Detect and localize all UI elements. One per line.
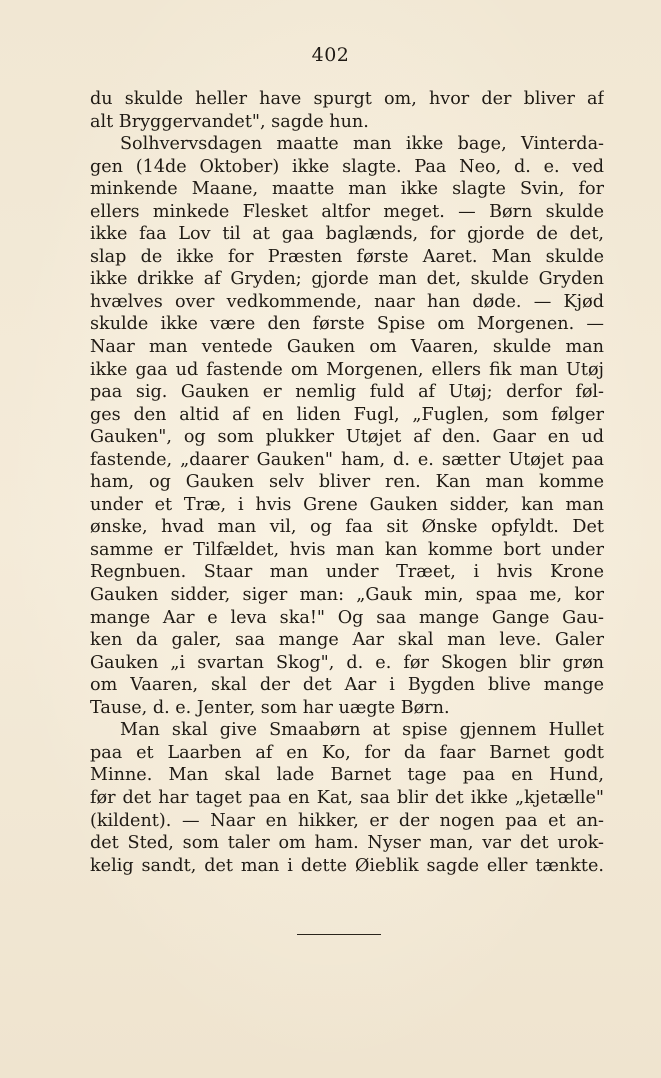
text-line: ham, og Gauken selv bliver ren. Kan man komme (90, 472, 604, 493)
text-line: ikke faa Lov til at gaa baglænds, for gjorde de det, (90, 224, 604, 245)
text-line: Regnbuen. Staar man under Træet, i hvis Krone (90, 562, 604, 583)
text-line: mange Aar e leva ska!" Og saa mange Gange Gau- (90, 607, 604, 628)
text-line: skulde ikke være den første Spise om Morgenen. — (90, 314, 604, 335)
text-line: Man skal give Smaabørn at spise gjennem Hullet (120, 720, 604, 741)
text-line: minkende Maane, maatte man ikke slagte Svin, for (90, 179, 604, 200)
text-line: under et Træ, i hvis Grene Gauken sidder, kan man (90, 494, 604, 515)
text-line: samme er Tilfældet, hvis man kan komme bort under (90, 539, 604, 560)
text-line: du skulde heller have spurgt om, hvor der bliver af (90, 89, 604, 109)
text-line: om Vaaren, skal der det Aar i Bygden blive mange (90, 675, 604, 696)
text-line: alt Bryggervandet", sagde hun. (90, 111, 369, 132)
text-line: (kildent). — Naar en hikker, er der nogen paa et an- (90, 810, 604, 831)
text-line: Solhvervsdagen maatte man ikke bage, Vinterda- (120, 134, 604, 155)
text-line: ikke drikke af Gryden; gjorde man det, skulde Gryden (90, 269, 604, 290)
text-line: ken da galer, saa mange Aar skal man leve. Galer (90, 630, 604, 651)
text-line: ønske, hvad man vil, og faa sit Ønske opfyldt. Det (90, 517, 604, 538)
text-line: ikke gaa ud fastende om Morgenen, ellers fik man Utøj (90, 359, 604, 380)
text-line: kelig sandt, det man i dette Øieblik sagde eller tænkte. (90, 855, 604, 876)
text-line: ges den altid af en liden Fugl, „Fuglen, som følger (90, 404, 604, 425)
text-line: paa sig. Gauken er nemlig fuld af Utøj; derfor føl- (90, 382, 604, 403)
text-line: paa et Laarben af en Ko, for da faar Barnet godt (90, 742, 604, 763)
text-line: gen (14de Oktober) ikke slagte. Paa Neo, d. e. ved (90, 156, 604, 177)
page-number: 402 (311, 44, 350, 66)
text-line: fastende, „daarer Gauken" ham, d. e. sætter Utøjet paa (90, 449, 604, 470)
text-line: det Sted, som taler om ham. Nyser man, var det urok- (90, 833, 604, 854)
body-text (90, 88, 604, 877)
text-line: Tause, d. e. Jenter, som har uægte Børn. (90, 697, 450, 718)
text-line: Gauken sidder, siger man: „Gauk min, spaa me, kor (90, 585, 604, 606)
text-line: Gauken „i svartan Skog", d. e. før Skogen blir grøn (90, 652, 604, 673)
text-line: Gauken", og som plukker Utøjet af den. Gaar en ud (90, 427, 604, 448)
text-line: før det har taget paa en Kat, saa blir det ikke „kjetælle" (90, 787, 604, 808)
text-line: Minne. Man skal lade Barnet tage paa en Hund, (90, 765, 604, 786)
text-line: ellers minkede Flesket altfor meget. — Børn skulde (90, 201, 604, 222)
text-line: slap de ikke for Præsten første Aaret. Man skulde (90, 246, 604, 267)
text-line: hvælves over vedkommende, naar han døde. — Kjød (90, 291, 604, 312)
section-end-rule (297, 934, 381, 935)
text-line: Naar man ventede Gauken om Vaaren, skulde man (90, 337, 604, 358)
